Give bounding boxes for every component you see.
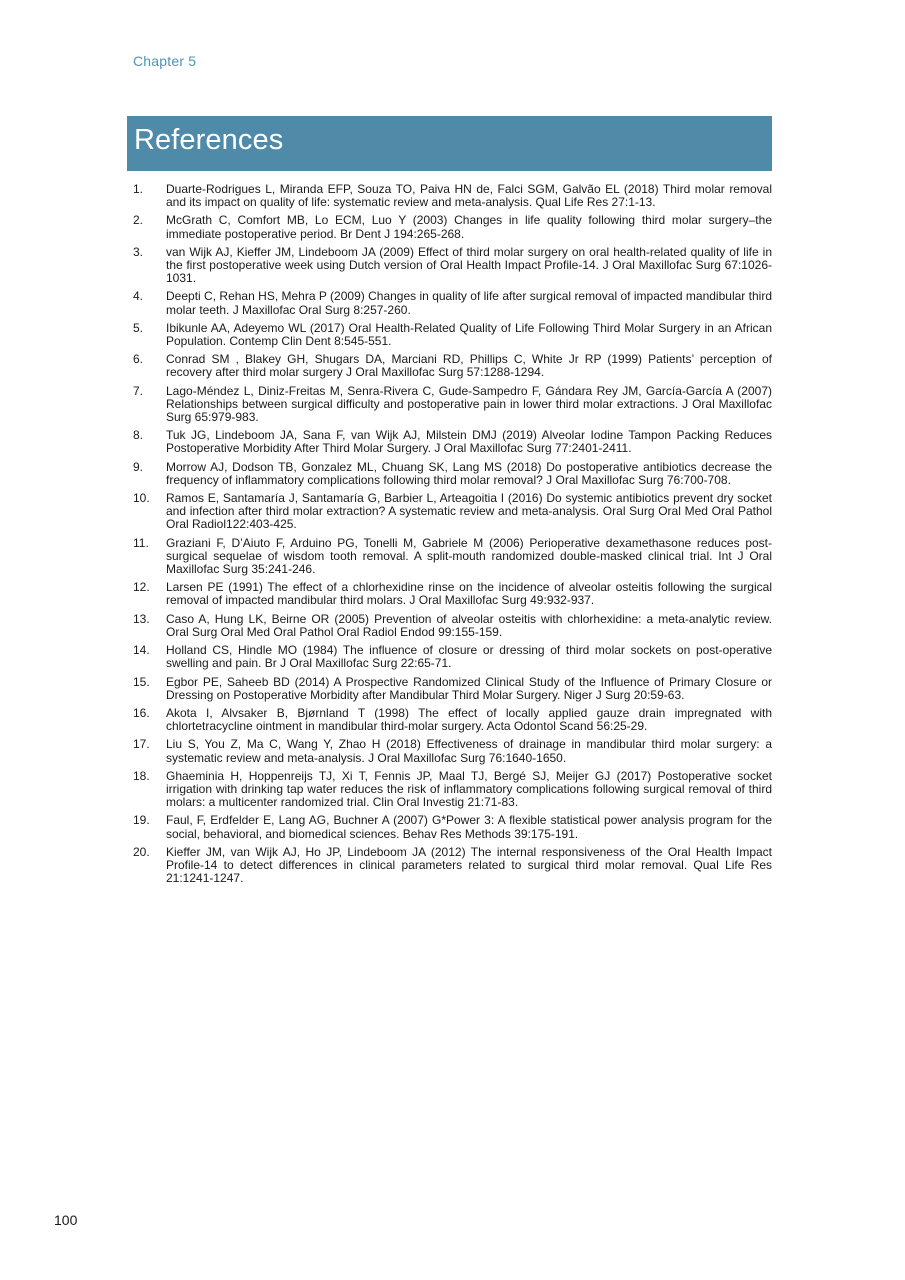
- reference-text: Egbor PE, Saheeb BD (2014) A Prospective Randomized Clinical Study of the Influence of Primary Closure or Dressing on Postoperative Morbidity after Mandibular Third Molar Surgery. Niger J Surg 20:59-63.: [166, 674, 772, 702]
- reference-text: Graziani F, D’Aiuto F, Arduino PG, Tonelli M, Gabriele M (2006) Perioperative dexamethasone reduces post-surgical sequelae of wisdom tooth removal. A split-mouth randomized double-masked clinical trial. Int J Oral Maxillofac Surg 35:241-246.: [166, 535, 772, 577]
- reference-number: 2.: [133, 213, 144, 228]
- reference-number: 5.: [133, 320, 144, 335]
- reference-number: 8.: [133, 428, 144, 443]
- reference-number: 3.: [133, 244, 144, 259]
- reference-item: [133, 214, 772, 240]
- reference-item: [133, 322, 772, 348]
- reference-text: Holland CS, Hindle MO (1984) The influence of closure or dressing of third molar sockets on post-operative swelling and pain. Br J Oral Maxillofac Surg 22:65-71.: [166, 643, 772, 671]
- reference-item: [133, 492, 772, 532]
- reference-number: 1.: [133, 182, 144, 196]
- reference-item: [133, 676, 772, 702]
- reference-text: Kieffer JM, van Wijk AJ, Ho JP, Lindeboom JA (2012) The internal responsiveness of the Oral Health Impact Profile-14 to detect differences in clinical parameters related to surgical third molar removal. Qual Life Res 21:1241-1247.: [166, 844, 772, 886]
- reference-item: [133, 537, 772, 577]
- reference-item: [133, 429, 772, 455]
- reference-text: Caso A, Hung LK, Beirne OR (2005) Prevention of alveolar osteitis with chlorhexidine: a meta-analytic review. Oral Surg Oral Med Oral Pathol Oral Radiol Endod 99:155-159.: [166, 611, 772, 639]
- reference-item: [133, 846, 772, 886]
- reference-item: [133, 290, 772, 316]
- reference-text: Ramos E, Santamaría J, Santamaría G, Barbier L, Arteagoitia I (2016) Do systemic antibiotics prevent dry socket and infection after third molar extraction? A systematic review and meta-analysis. Oral Surg Oral Med Oral Pathol Oral Radiol122:403-425.: [166, 491, 772, 532]
- reference-number: 13.: [133, 611, 150, 626]
- reference-number: 18.: [133, 768, 150, 783]
- reference-number: 6.: [133, 352, 144, 367]
- references-heading-bar: [127, 116, 772, 171]
- reference-text: Larsen PE (1991) The effect of a chlorhexidine rinse on the incidence of alveolar osteitis following the surgical removal of impacted mandibular third molars. J Oral Maxillofac Surg 49:932-937.: [166, 580, 772, 608]
- reference-number: 15.: [133, 674, 150, 689]
- reference-text: McGrath C, Comfort MB, Lo ECM, Luo Y (2003) Changes in life quality following third molar surgery–the immediate postoperative period. Br Dent J 194:265-268.: [166, 213, 772, 241]
- reference-item: [133, 770, 772, 810]
- reference-number: 7.: [133, 383, 144, 398]
- reference-text: Liu S, You Z, Ma C, Wang Y, Zhao H (2018) Effectiveness of drainage in mandibular third molar surgery: a systematic review and meta-analysis. J Oral Maxillofac Surg 76:1640-1650.: [166, 737, 772, 765]
- reference-item: [133, 738, 772, 764]
- reference-text: Akota I, Alvsaker B, Bjørnland T (1998) The effect of locally applied gauze drain impregnated with chlortetracycline ointment in mandibular third-molar surgery. Acta Odontol Scand 56:25-29.: [166, 705, 772, 734]
- reference-item: [133, 613, 772, 639]
- reference-item: [133, 461, 772, 487]
- reference-number: 9.: [133, 459, 144, 474]
- chapter-label: Chapter 5: [133, 53, 197, 69]
- reference-item: [133, 353, 772, 379]
- reference-text: Conrad SM , Blakey GH, Shugars DA, Marciani RD, Phillips C, White Jr RP (1999) Patients’ perception of recovery after third molar surgery J Oral Maxillofac Surg 57:1288-1294.: [166, 352, 772, 380]
- reference-item: [133, 707, 772, 733]
- reference-number: 20.: [133, 844, 150, 859]
- reference-number: 10.: [133, 491, 150, 506]
- reference-text: van Wijk AJ, Kieffer JM, Lindeboom JA (2009) Effect of third molar surgery on oral health-related quality of life in the first postoperative week using Dutch version of Oral Health Impact Profile-14. J Oral Maxillofac Surg 67:1026-1031.: [166, 244, 772, 286]
- reference-number: 4.: [133, 289, 144, 304]
- reference-text: Ibikunle AA, Adeyemo WL (2017) Oral Health-Related Quality of Life Following Third Molar Surgery in an African Population. Contemp Clin Dent 8:545-551.: [166, 320, 772, 349]
- reference-text: Ghaeminia H, Hoppenreijs TJ, Xi T, Fennis JP, Maal TJ, Bergé SJ, Meijer GJ (2017) Postoperative socket irrigation with drinking tap water reduces the risk of inflammatory complications following surgical removal of third molars: a multicenter randomized trial. Clin Oral Investig 21:71-83.: [166, 768, 772, 810]
- reference-text: Deepti C, Rehan HS, Mehra P (2009) Changes in quality of life after surgical removal of impacted mandibular third molar teeth. J Maxillofac Oral Surg 8:257-260.: [166, 289, 772, 317]
- reference-number: 11.: [133, 535, 149, 550]
- reference-list: [133, 183, 772, 890]
- page-number: 100: [54, 1212, 78, 1228]
- reference-item: [133, 385, 772, 425]
- reference-item: [133, 246, 772, 286]
- reference-number: 19.: [133, 813, 150, 828]
- section-title: References: [134, 124, 284, 156]
- reference-text: Morrow AJ, Dodson TB, Gonzalez ML, Chuang SK, Lang MS (2018) Do postoperative antibiotics decrease the frequency of inflammatory complications following third molar removal? J Oral Maxillofac Surg 76:700-708.: [166, 459, 772, 487]
- reference-item: [133, 644, 772, 670]
- reference-text: Duarte-Rodrigues L, Miranda EFP, Souza TO, Paiva HN de, Falci SGM, Galvão EL (2018) Third molar removal and its impact on quality of life: systematic review and meta-analysis. Qual Life Res 27:1-13.: [166, 182, 772, 210]
- reference-text: Lago-Méndez L, Diniz-Freitas M, Senra-Rivera C, Gude-Sampedro F, Gándara Rey JM, García-García A (2007) Relationships between surgical difficulty and postoperative pain in lower third molar extractions. J Oral Maxillofac Surg 65:979-983.: [166, 383, 772, 425]
- reference-text: Tuk JG, Lindeboom JA, Sana F, van Wijk AJ, Milstein DMJ (2019) Alveolar Iodine Tampon Packing Reduces Postoperative Morbidity After Third Molar Surgery. J Oral Maxillofac Surg 77:2401-2411.: [166, 428, 772, 456]
- reference-text: Faul, F, Erdfelder E, Lang AG, Buchner A (2007) G*Power 3: A flexible statistical power analysis program for the social, behavioral, and biomedical sciences. Behav Res Methods 39:175-191.: [166, 813, 772, 841]
- reference-number: 16.: [133, 705, 150, 720]
- reference-item: [133, 183, 772, 209]
- reference-item: [133, 581, 772, 607]
- reference-number: 14.: [133, 643, 150, 658]
- reference-number: 17.: [133, 737, 150, 752]
- reference-item: [133, 814, 772, 840]
- reference-number: 12.: [133, 580, 150, 595]
